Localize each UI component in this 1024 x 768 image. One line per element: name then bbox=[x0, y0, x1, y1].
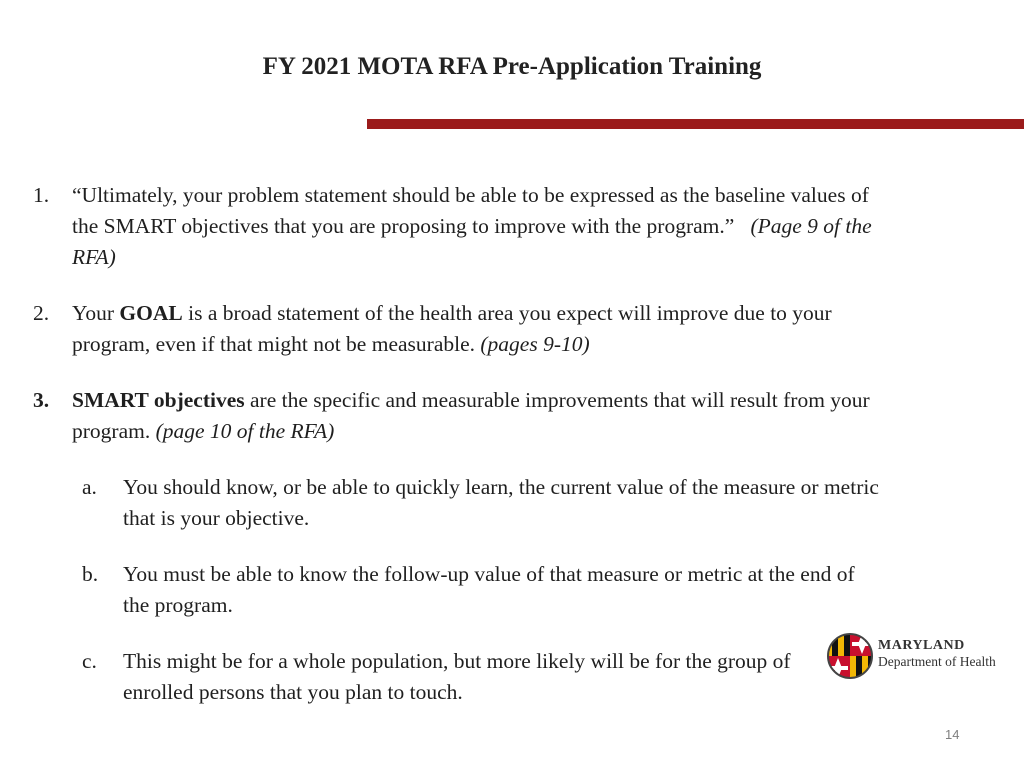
item-reference: (page 10 of the RFA) bbox=[155, 419, 335, 443]
item-text: is a broad statement of the health area you expect will improve due to your program, even if that might not be measurable. bbox=[72, 301, 832, 356]
sub-item-letter: b. bbox=[82, 562, 99, 586]
item-text-pre: Your bbox=[72, 301, 120, 325]
maryland-health-logo bbox=[826, 632, 1006, 682]
list-number: 3. bbox=[33, 388, 50, 412]
maryland-flag-icon bbox=[826, 632, 874, 680]
sub-item-letter: a. bbox=[82, 475, 97, 499]
sub-item-letter: c. bbox=[82, 649, 97, 673]
list-item-3 bbox=[33, 385, 893, 447]
page-number: 14 bbox=[945, 727, 960, 742]
list-number: 1. bbox=[33, 183, 50, 207]
sub-item-text: This might be for a whole population, but more likely will be for the group of enrolled persons that you plan to touch. bbox=[123, 649, 791, 704]
list-item-1 bbox=[33, 180, 893, 273]
item-text: are the specific and measurable improvements that will result from your program. bbox=[72, 388, 870, 443]
item-text: “Ultimately, your problem statement should be able to be expressed as the baseline values of the SMART objectives that you are proposing to improve with the program.” bbox=[72, 183, 869, 238]
item-reference: (pages 9-10) bbox=[480, 332, 590, 356]
item-reference: (Page 9 of the RFA) bbox=[72, 214, 872, 269]
logo-line-1: MARYLAND bbox=[878, 638, 965, 653]
list-number: 2. bbox=[33, 301, 50, 325]
sub-item-text: You should know, or be able to quickly learn, the current value of the measure or metric that is your objective. bbox=[123, 475, 879, 530]
slide-title: FY 2021 MOTA RFA Pre-Application Training bbox=[262, 53, 762, 80]
sub-item-a bbox=[82, 472, 882, 534]
sub-item-text: You must be able to know the follow-up value of that measure or metric at the end of the program. bbox=[123, 562, 855, 617]
sub-item-b bbox=[82, 559, 882, 621]
title-divider-bar bbox=[367, 119, 1024, 129]
item-bold-term: GOAL bbox=[119, 301, 183, 325]
item-bold-term: SMART objectives bbox=[72, 388, 245, 412]
logo-line-2: Department of Health bbox=[878, 654, 996, 669]
list-item-2 bbox=[33, 298, 893, 360]
sub-item-c bbox=[82, 646, 802, 708]
